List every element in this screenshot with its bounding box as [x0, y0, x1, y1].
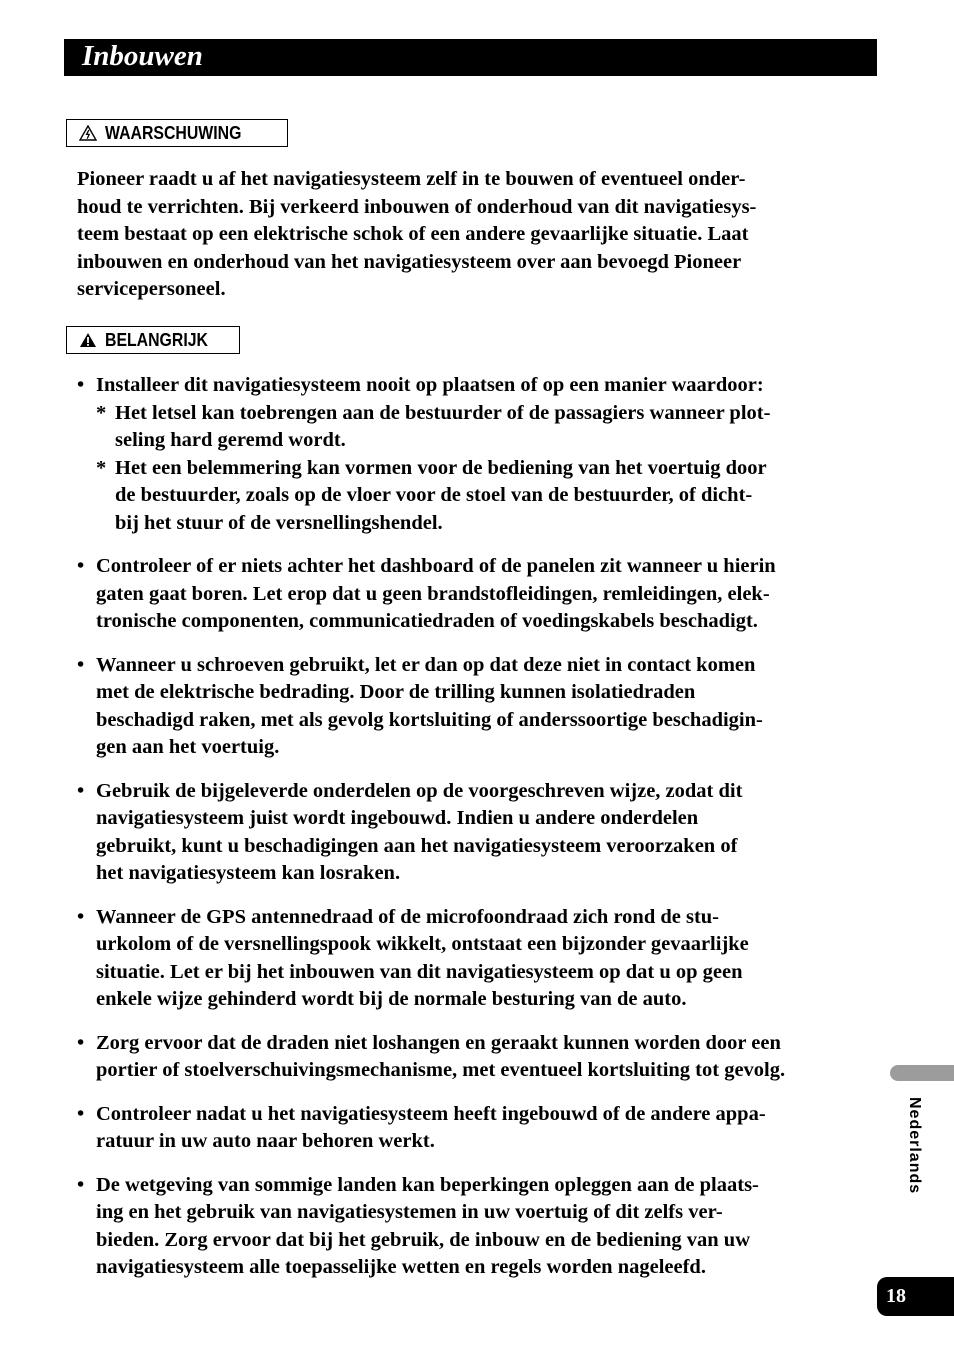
bullet-item [77, 372, 857, 537]
bullet-line: Wanneer u schroeven gebruikt, let er dan op dat deze niet in contact komen [96, 653, 756, 676]
bullet-line: ing en het gebruik van navigatiesystemen in uw voertuig of dit zelfs ver- [96, 1201, 723, 1223]
bullet-marker: • [77, 1173, 85, 1196]
bullet-line: gaten gaat boren. Let erop dat u geen brandstofleidingen, remleidingen, elek- [96, 582, 770, 605]
bullet-line: portier of stoelverschuivingsmechanisme, met eventueel kortsluiting tot gevolg. [96, 1059, 786, 1081]
bullet-line: Controleer nadat u het navigatiesysteem heeft ingebouwd of de andere appa- [96, 1102, 766, 1125]
lightning-warning-icon [79, 125, 97, 141]
section-header-bar [64, 39, 877, 76]
bullet-item [77, 1030, 857, 1085]
bullet-marker: • [77, 905, 85, 928]
warning-line: servicepersoneel. [77, 278, 226, 300]
bullet-line: beschadigd raken, met als gevolg kortsluiting of anderssoortige beschadigin- [96, 708, 763, 731]
bullet-item [77, 553, 857, 636]
bullet-marker: • [77, 779, 85, 802]
bullet-item [77, 1101, 857, 1156]
section-title: Inbouwen [82, 40, 203, 72]
sub-item-line: bij het stuur of de versnellingshendel. [115, 511, 443, 534]
warning-line: teem bestaat op een elektrische schok of een andere gevaarlijke situatie. Laat [77, 223, 749, 245]
sub-item [96, 400, 857, 455]
language-tab [890, 1065, 954, 1081]
bullet-line: Zorg ervoor dat de draden niet loshangen en geraakt kunnen worden door een [96, 1031, 781, 1054]
sub-item-marker: * [96, 401, 107, 424]
warning-label: WAARSCHUWING [105, 122, 242, 143]
bullet-line: Wanneer de GPS antennedraad of de microfoondraad zich rond de stu- [96, 905, 720, 928]
bullet-marker: • [77, 1031, 85, 1054]
bullet-line: Installeer dit navigatiesysteem nooit op plaatsen of op een manier waardoor: [96, 374, 764, 396]
bullet-item [77, 652, 857, 762]
important-label: BELANGRIJK [105, 329, 208, 350]
page-number: 18 [877, 1277, 954, 1316]
sub-item [96, 455, 857, 538]
bullet-line: gen aan het voertuig. [96, 736, 280, 758]
bullet-marker: • [77, 1102, 85, 1125]
bullet-line: gebruikt, kunt u beschadigingen aan het navigatiesysteem veroorzaken of [96, 834, 738, 857]
bullet-line: tronische componenten, communicatiedraden of voedingskabels beschadigt. [96, 610, 758, 632]
bullet-marker: • [77, 374, 85, 396]
warning-line: Pioneer raadt u af het navigatiesysteem zelf in te bouwen of eventueel onder- [77, 168, 746, 190]
bullet-line: met de elektrische bedrading. Door de trilling kunnen isolatiedraden [96, 681, 696, 703]
bullet-line: Controleer of er niets achter het dashboard of de panelen zit wanneer u hierin [96, 555, 776, 577]
bullet-line: navigatiesysteem alle toepasselijke wetten en regels worden nageleefd. [96, 1256, 706, 1278]
sub-item-marker: * [96, 456, 107, 479]
sub-item-line: de bestuurder, zoals op de vloer voor de stoel van de bestuurder, of dicht- [115, 484, 753, 506]
bullet-line: De wetgeving van sommige landen kan beperkingen opleggen aan de plaats- [96, 1173, 759, 1196]
bullet-item [77, 904, 857, 1014]
exclamation-warning-icon [79, 332, 97, 348]
bullet-line: bieden. Zorg ervoor dat bij het gebruik, de inbouw en de bediening van uw [96, 1228, 750, 1251]
warning-line: houd te verrichten. Bij verkeerd inbouwen of onderhoud van dit navigatiesys- [77, 195, 757, 218]
bullet-item [77, 1172, 857, 1282]
bullet-item [77, 778, 857, 888]
bullet-line: enkele wijze gehinderd wordt bij de normale besturing van de auto. [96, 988, 687, 1010]
bullet-line: situatie. Let er bij het inbouwen van dit navigatiesysteem op dat u op geen [96, 960, 743, 983]
bullet-marker: • [77, 653, 85, 676]
bullet-line: het navigatiesysteem kan losraken. [96, 862, 401, 884]
warning-line: inbouwen en onderhoud van het navigatiesysteem over aan bevoegd Pioneer [77, 250, 742, 273]
bullet-line: Gebruik de bijgeleverde onderdelen op de voorgeschreven wijze, zodat dit [96, 779, 743, 802]
sub-item-line: Het letsel kan toebrengen aan de bestuurder of de passagiers wanneer plot- [115, 401, 771, 424]
sub-item-line: Het een belemmering kan vormen voor de bediening van het voertuig door [115, 456, 767, 479]
language-side-label [903, 1097, 923, 1217]
bullet-line: urkolom of de versnellingspook wikkelt, ontstaat een bijzonder gevaarlijke [96, 933, 749, 955]
language-label-text: Nederlands [906, 1097, 923, 1195]
important-label-box [66, 326, 240, 354]
warning-label-box [66, 119, 288, 147]
bullet-marker: • [77, 555, 85, 577]
important-bullet-list [77, 372, 857, 1298]
warning-paragraph [77, 166, 857, 304]
sub-item-line: seling hard geremd wordt. [115, 429, 346, 451]
bullet-line: ratuur in uw auto naar behoren werkt. [96, 1130, 435, 1152]
bullet-line: navigatiesysteem juist wordt ingebouwd. Indien u andere onderdelen [96, 807, 699, 829]
